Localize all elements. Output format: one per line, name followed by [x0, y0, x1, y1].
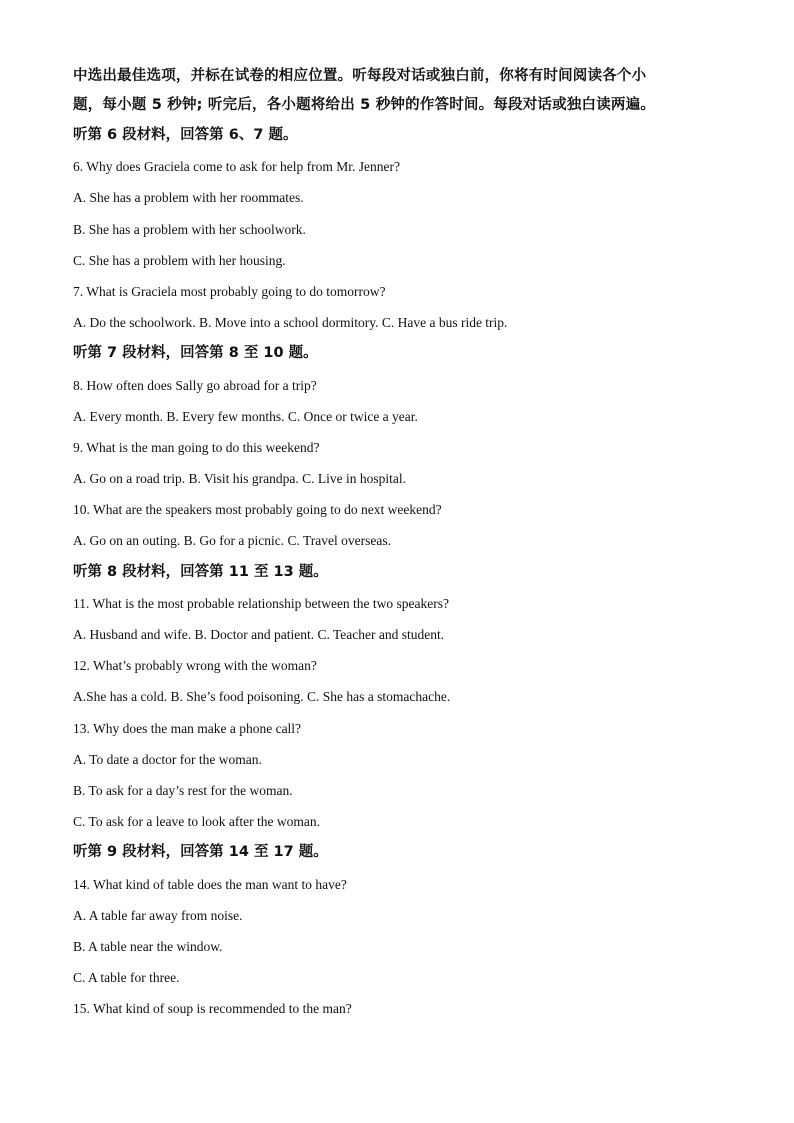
instructions-line-2: 题，每小题 5 秒钟; 听完后，各小题将给出 5 秒钟的作答时间。每段对话或独白读两遍。: [73, 97, 656, 113]
question-line: 15. What kind of soup is recommended to the man?: [73, 1001, 352, 1017]
question-line: B. She has a problem with her schoolwork.: [73, 221, 306, 237]
section-heading: 听第 6 段材料，回答第 6、7 题。: [73, 127, 298, 143]
question-line: 6. Why does Graciela come to ask for help from Mr. Jenner?: [73, 159, 401, 175]
instructions-line-1: 中选出最佳选项，并标在试卷的相应位置。听每段对话或独白前，你将有时间阅读各个小: [73, 68, 647, 84]
question-line: A. Do the schoolwork. B. Move into a school dormitory. C. Have a bus ride trip.: [73, 315, 508, 331]
question-line: B. A table near the window.: [73, 938, 223, 954]
question-line: A. She has a problem with her roommates.: [73, 190, 304, 206]
question-list: [73, 120, 733, 1024]
question-line: 7. What is Graciela most probably going to do tomorrow?: [73, 283, 386, 299]
section-heading: 听第 7 段材料，回答第 8 至 10 题。: [73, 345, 318, 362]
question-line: A. Go on an outing. B. Go for a picnic. C. Travel overseas.: [73, 533, 391, 549]
question-line: A. To date a doctor for the woman.: [73, 751, 262, 767]
question-line: 8. How often does Sally go abroad for a trip?: [73, 377, 317, 393]
question-line: A. Go on a road trip. B. Visit his grandpa. C. Live in hospital.: [73, 471, 407, 487]
question-line: 12. What’s probably wrong with the woman?: [73, 658, 317, 674]
question-line: C. She has a problem with her housing.: [73, 252, 286, 268]
question-line: 14. What kind of table does the man want to have?: [73, 876, 347, 892]
question-line: C. To ask for a leave to look after the woman.: [73, 814, 320, 830]
section-heading: 听第 8 段材料，回答第 11 至 13 题。: [73, 563, 328, 580]
question-line: 13. Why does the man make a phone call?: [73, 720, 302, 736]
question-line: A. A table far away from noise.: [73, 907, 243, 923]
question-line: B. To ask for a day’s rest for the woman.: [73, 782, 293, 798]
question-line: 10. What are the speakers most probably going to do next weekend?: [73, 502, 442, 518]
question-line: 9. What is the man going to do this weekend?: [73, 439, 320, 455]
exam-page: [73, 62, 733, 1024]
question-line: A. Every month. B. Every few months. C. Once or twice a year.: [73, 408, 418, 424]
question-line: A. Husband and wife. B. Doctor and patient. C. Teacher and student.: [73, 627, 445, 642]
section-heading: 听第 9 段材料，回答第 14 至 17 题。: [73, 844, 328, 861]
question-line: C. A table for three.: [73, 970, 180, 986]
question-line: A.She has a cold. B. She’s food poisoning. C. She has a stomachache.: [73, 689, 451, 705]
question-line: 11. What is the most probable relationship between the two speakers?: [73, 595, 450, 611]
